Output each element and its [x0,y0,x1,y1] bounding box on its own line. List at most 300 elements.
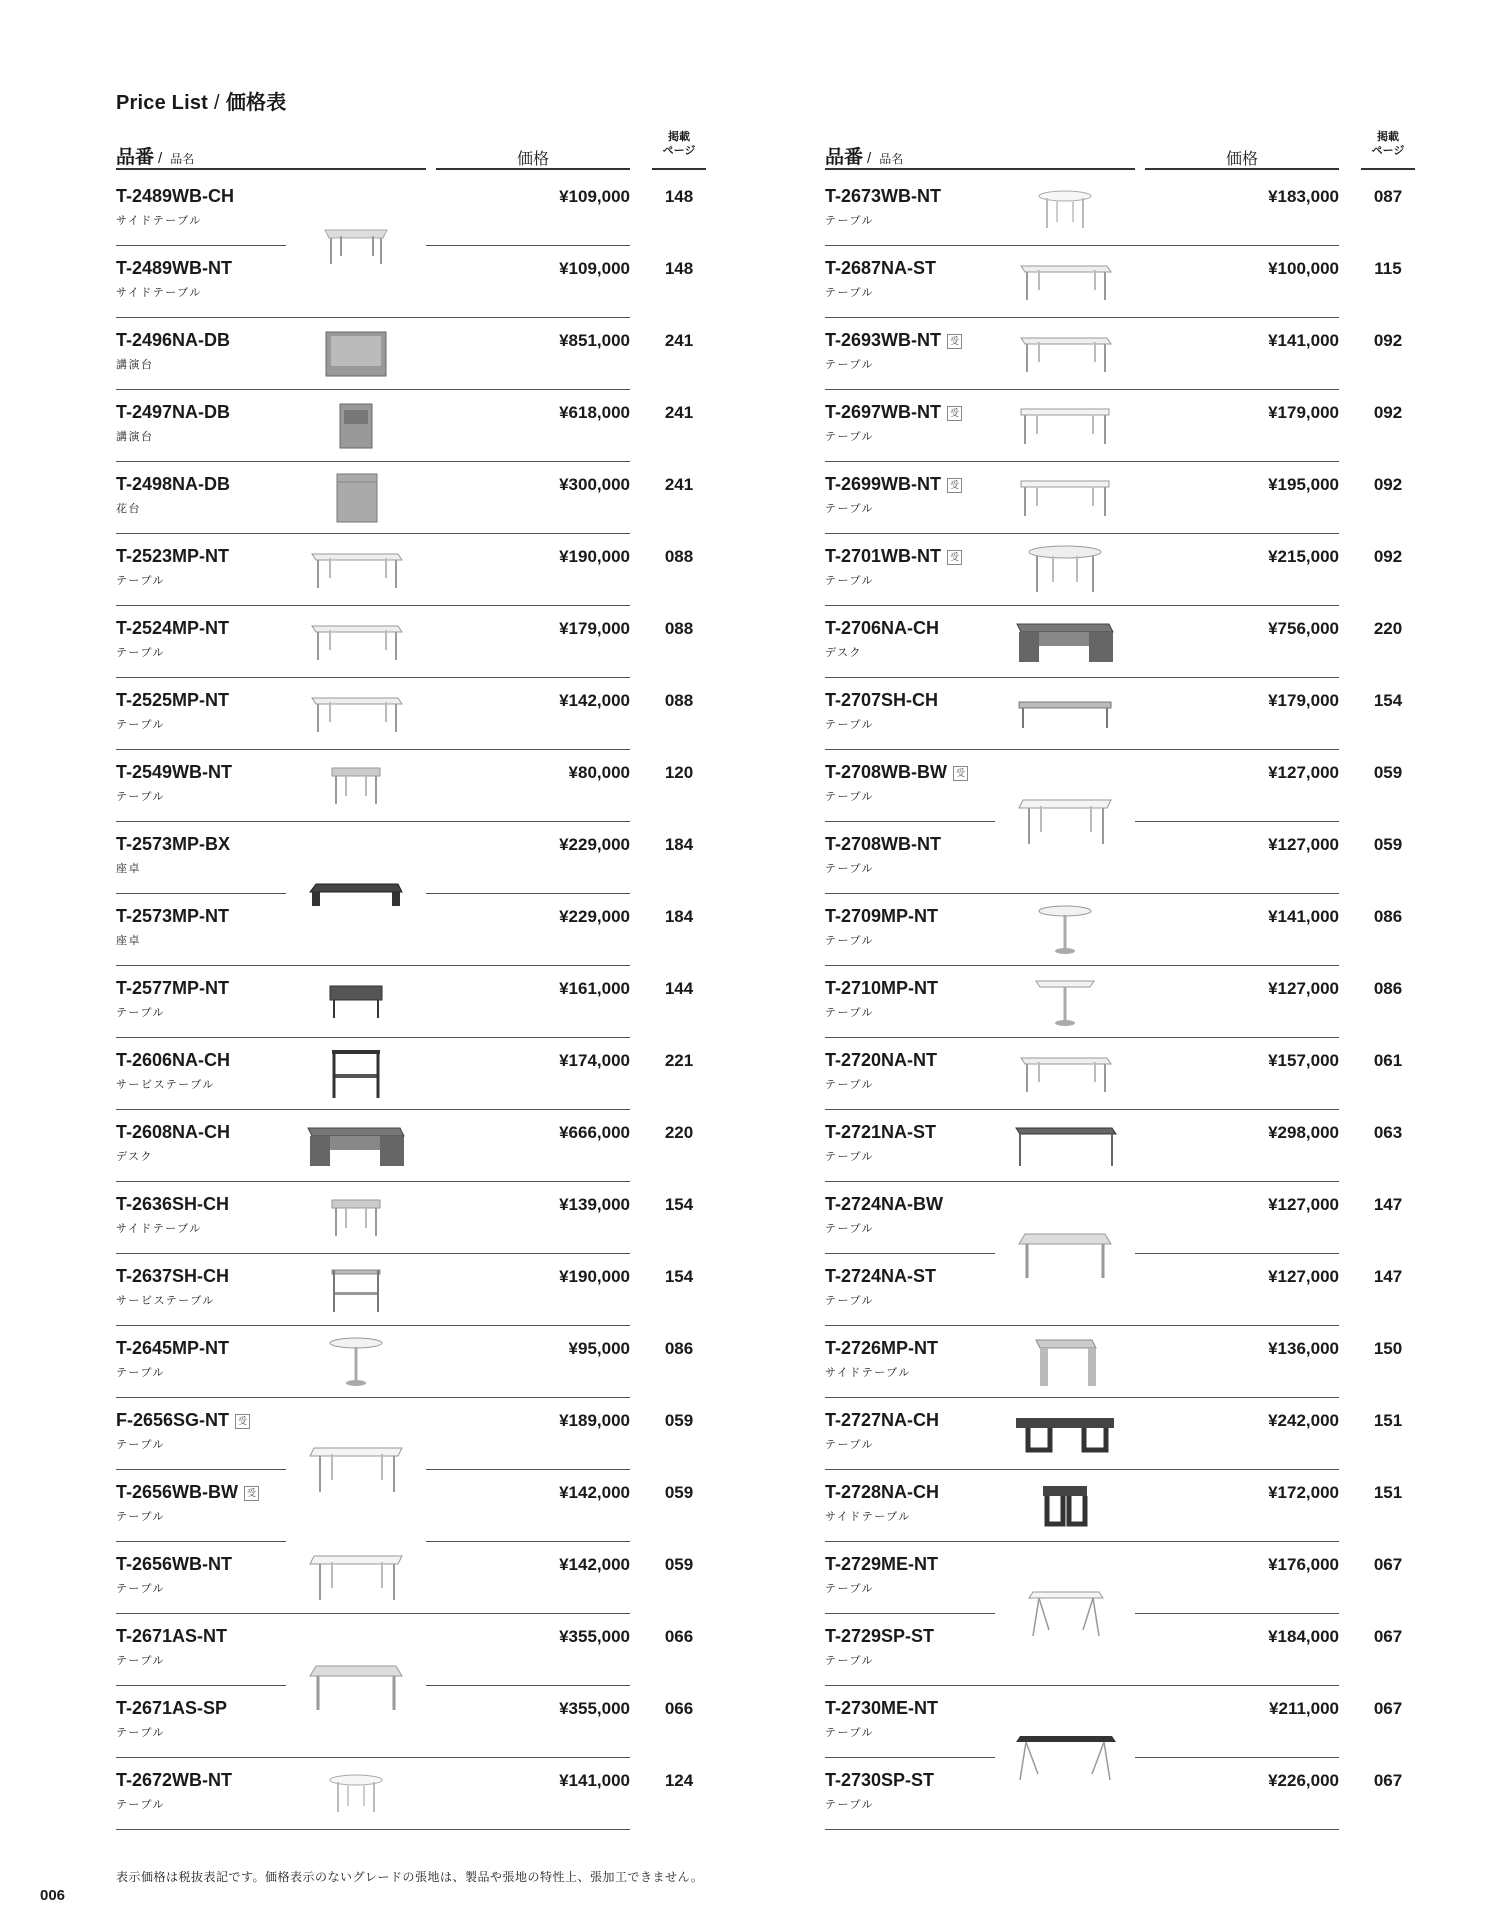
product-price: ¥242,000 [1268,1411,1339,1430]
product-image [1030,975,1100,1029]
product-image [304,1122,408,1170]
page-column-header [1361,130,1415,170]
product-name: テーブル [116,1799,166,1811]
product-code [116,1410,250,1431]
product-code-text: T-2729ME-NT [825,1554,939,1574]
catalog-page: 067 [1373,1699,1403,1718]
catalog-page: 088 [664,691,694,710]
catalog-page: 059 [1373,763,1403,782]
product-image [1025,544,1105,596]
table-row [116,1398,706,1470]
product-code [116,906,229,927]
product-name: デスク [116,1151,154,1163]
product-code-text: T-2708WB-BW [825,762,948,782]
product-code-text: T-2496NA-DB [116,330,231,350]
page-number: 006 [40,1887,66,1904]
product-price: ¥141,000 [1268,331,1339,350]
product-image [1017,404,1113,448]
product-image [308,620,404,664]
product-code [825,1770,934,1791]
catalog-page: 086 [664,1339,694,1358]
catalog-page: 151 [1373,1483,1403,1502]
product-image [326,1335,386,1389]
product-image [1017,260,1113,304]
catalog-page: 241 [664,403,694,422]
product-name: サイドテーブル [825,1367,911,1379]
catalog-page: 059 [664,1483,694,1502]
product-name: 座卓 [116,935,141,947]
table-row [116,894,706,966]
product-code [116,402,230,423]
table-row [825,1326,1415,1398]
page-label-2: ページ [1371,145,1405,157]
product-price: ¥141,000 [1268,907,1339,926]
table-row [116,822,706,894]
product-name: テーブル [825,1799,875,1811]
product-price: ¥174,000 [559,1051,630,1070]
product-price: ¥142,000 [559,691,630,710]
table-row [825,678,1415,750]
catalog-page: 059 [664,1411,694,1430]
row-divider [825,1829,1339,1830]
product-code [825,186,941,207]
product-code [825,330,962,351]
product-image [326,1772,386,1816]
product-code [825,1122,936,1143]
table-row [825,534,1415,606]
product-name: サイドテーブル [116,215,202,227]
table-row [825,606,1415,678]
product-code-text: T-2656WB-NT [116,1554,233,1574]
name-label: 品名 [879,152,904,166]
table-row [825,1542,1415,1614]
product-code [116,1050,230,1071]
row-divider [116,1829,630,1830]
product-name: テーブル [116,1583,166,1595]
product-price: ¥189,000 [559,1411,630,1430]
table-row [825,822,1415,894]
product-code-text: T-2687NA-ST [825,258,937,278]
catalog-page: 067 [1373,1627,1403,1646]
table-row [116,1038,706,1110]
product-price: ¥136,000 [1268,1339,1339,1358]
product-price: ¥298,000 [1268,1123,1339,1142]
product-code-text: T-2577MP-NT [116,978,230,998]
product-code [825,1194,943,1215]
product-code [116,618,229,639]
product-code-text: T-2497NA-DB [116,402,231,422]
catalog-page: 092 [1373,547,1403,566]
product-price: ¥141,000 [559,1771,630,1790]
product-code [116,330,230,351]
code-column-header [825,142,1135,170]
catalog-page: 124 [664,1771,694,1790]
product-price: ¥851,000 [559,331,630,350]
product-code-text: T-2709MP-NT [825,906,939,926]
product-code-text: T-2671AS-NT [116,1626,228,1646]
product-price: ¥184,000 [1268,1627,1339,1646]
product-price: ¥355,000 [559,1699,630,1718]
product-code-text: T-2726MP-NT [825,1338,939,1358]
product-code [825,1482,939,1503]
product-code-text: T-2671AS-SP [116,1698,228,1718]
order-badge-icon: 受 [953,766,968,781]
product-code [825,258,936,279]
product-name: デスク [825,647,863,659]
product-image [1035,1482,1095,1530]
product-name: テーブル [116,1367,166,1379]
page-title [116,86,286,115]
product-code-text: T-2573MP-NT [116,906,230,926]
table-row [825,246,1415,318]
table-row [825,462,1415,534]
catalog-page: 087 [1373,187,1403,206]
product-code-text: T-2498NA-DB [116,474,231,494]
product-image [1015,696,1115,732]
product-code-text: T-2525MP-NT [116,690,230,710]
product-price: ¥300,000 [559,475,630,494]
product-image [1017,1052,1113,1096]
product-image [328,1266,384,1314]
product-name: テーブル [825,1295,875,1307]
product-price: ¥127,000 [1268,979,1339,998]
table-row [116,1182,706,1254]
product-code-text: T-2708WB-NT [825,834,942,854]
table-row [825,1614,1415,1686]
product-price: ¥179,000 [559,619,630,638]
table-row [116,606,706,678]
product-price: ¥226,000 [1268,1771,1339,1790]
product-price: ¥355,000 [559,1627,630,1646]
product-price: ¥756,000 [1268,619,1339,638]
product-name: テーブル [825,1727,875,1739]
product-code [116,186,234,207]
product-name: サイドテーブル [116,1223,202,1235]
product-image [326,1046,386,1102]
product-code-text: T-2673WB-NT [825,186,942,206]
product-image [306,1550,406,1606]
catalog-page: 066 [664,1627,694,1646]
product-name: テーブル [825,1223,875,1235]
header-slash: / [867,150,872,167]
product-image [1017,476,1113,520]
table-row [116,1470,706,1542]
order-badge-icon: 受 [235,1414,250,1429]
product-code [825,834,941,855]
product-price: ¥161,000 [559,979,630,998]
code-label: 品番 [825,147,864,168]
product-code-text: T-2706NA-CH [825,618,940,638]
table-row [825,966,1415,1038]
header-slash: / [158,150,163,167]
product-image [1017,332,1113,376]
product-code [116,1626,227,1647]
product-code [825,1410,939,1431]
product-code-text: T-2524MP-NT [116,618,230,638]
footnote: 表示価格は税抜表記です。価格表示のないグレードの張地は、製品や張地の特性上、張加工できません。 [116,1870,704,1884]
code-label: 品番 [116,147,155,168]
catalog-page: 241 [664,331,694,350]
product-code [116,474,230,495]
product-name: テーブル [825,719,875,731]
product-code [825,1266,936,1287]
price-column-header: 価格 [1145,146,1339,170]
product-image [326,764,386,808]
table-row [825,174,1415,246]
product-code [116,762,232,783]
catalog-page: 092 [1373,331,1403,350]
product-code-text: T-2523MP-NT [116,546,230,566]
product-price: ¥127,000 [1268,763,1339,782]
product-code [825,618,939,639]
product-code-text: T-2724NA-BW [825,1194,944,1214]
product-code-text: T-2721NA-ST [825,1122,937,1142]
page-label-1: 掲載 [1377,131,1399,143]
product-price: ¥172,000 [1268,1483,1339,1502]
table-row [825,894,1415,966]
product-code-text: T-2489WB-CH [116,186,235,206]
product-price: ¥215,000 [1268,547,1339,566]
product-code [825,402,962,423]
product-name: テーブル [116,791,166,803]
price-column-header: 価格 [436,146,630,170]
product-name: テーブル [825,863,875,875]
product-code [116,1194,229,1215]
product-code-text: T-2724NA-ST [825,1266,937,1286]
table-row [825,390,1415,462]
catalog-page: 092 [1373,403,1403,422]
product-name: テーブル [116,1007,166,1019]
table-header-right [825,130,1415,170]
product-code [116,1122,230,1143]
product-code [825,762,968,783]
table-row [825,750,1415,822]
product-price: ¥109,000 [559,259,630,278]
product-image [1010,1412,1120,1456]
table-row [825,1110,1415,1182]
product-code [825,1698,938,1719]
catalog-page: 059 [664,1555,694,1574]
product-image [334,400,378,452]
product-price: ¥100,000 [1268,259,1339,278]
catalog-page: 120 [664,763,694,782]
product-code-text: T-2637SH-CH [116,1266,230,1286]
catalog-page: 241 [664,475,694,494]
table-row [825,1758,1415,1830]
catalog-page: 061 [1373,1051,1403,1070]
product-image [324,982,388,1022]
product-name: テーブル [825,935,875,947]
table-row [116,1110,706,1182]
page-label-2: ページ [662,145,696,157]
table-row [116,1254,706,1326]
product-code-text: T-2697WB-NT [825,402,942,422]
product-name: テーブル [825,1079,875,1091]
product-image [308,548,404,592]
product-code [825,978,938,999]
product-code-text: T-2701WB-NT [825,546,942,566]
product-image [1012,1122,1118,1170]
order-badge-icon: 受 [947,406,962,421]
product-price: ¥229,000 [559,907,630,926]
product-price: ¥142,000 [559,1483,630,1502]
table-row [116,1614,706,1686]
product-name: テーブル [116,719,166,731]
product-price: ¥666,000 [559,1123,630,1142]
product-code [825,906,938,927]
product-code-text: T-2606NA-CH [116,1050,231,1070]
page-label-1: 掲載 [668,131,690,143]
product-price: ¥190,000 [559,547,630,566]
catalog-page: 151 [1373,1411,1403,1430]
product-code-text: T-2728NA-CH [825,1482,940,1502]
product-name: テーブル [825,1439,875,1451]
product-name: 座卓 [116,863,141,875]
product-name: テーブル [825,1583,875,1595]
product-name: テーブル [825,503,875,515]
catalog-page: 088 [664,619,694,638]
table-row [116,462,706,534]
catalog-page: 092 [1373,475,1403,494]
catalog-page: 220 [1373,619,1403,638]
product-name: テーブル [116,647,166,659]
product-price: ¥176,000 [1268,1555,1339,1574]
product-image [321,328,391,380]
product-price: ¥142,000 [559,1555,630,1574]
catalog-page: 059 [1373,835,1403,854]
product-price: ¥229,000 [559,835,630,854]
product-name: テーブル [825,215,875,227]
order-badge-icon: 受 [947,478,962,493]
catalog-page: 067 [1373,1771,1403,1790]
product-price: ¥179,000 [1268,403,1339,422]
catalog-page: 150 [1373,1339,1403,1358]
name-label: 品名 [170,152,195,166]
product-code [116,1770,232,1791]
product-code [825,546,962,567]
table-row [116,1542,706,1614]
product-code-text: T-2693WB-NT [825,330,942,350]
product-price: ¥139,000 [559,1195,630,1214]
product-code [825,1050,937,1071]
catalog-page: 086 [1373,979,1403,998]
product-name: テーブル [116,1511,166,1523]
catalog-page: 063 [1373,1123,1403,1142]
product-code-text: T-2489WB-NT [116,258,233,278]
table-header-left [116,130,706,170]
table-row [825,1398,1415,1470]
product-name: 講演台 [116,359,154,371]
catalog-page: 067 [1373,1555,1403,1574]
product-code [116,1698,227,1719]
table-row [116,318,706,390]
table-row [825,1182,1415,1254]
page-column-header [652,130,706,170]
product-name: テーブル [825,1007,875,1019]
product-code-text: T-2707SH-CH [825,690,939,710]
catalog-page: 148 [664,187,694,206]
table-row [116,390,706,462]
product-name: テーブル [825,1655,875,1667]
product-code [116,546,229,567]
product-price: ¥95,000 [568,1339,630,1358]
product-image [331,472,381,524]
product-code-text: F-2656SG-NT [116,1410,230,1430]
catalog-page: 154 [1373,691,1403,710]
product-code-text: T-2710MP-NT [825,978,939,998]
product-image [1035,903,1095,957]
table-row [116,966,706,1038]
product-code [116,1266,229,1287]
table-row [825,1254,1415,1326]
catalog-page: 088 [664,547,694,566]
catalog-page: 154 [664,1195,694,1214]
table-row [116,678,706,750]
product-code-text: T-2699WB-NT [825,474,942,494]
product-code [825,1626,934,1647]
product-code [825,690,938,711]
title-separator: / [214,92,220,114]
product-price: ¥157,000 [1268,1051,1339,1070]
product-image [1035,188,1095,232]
catalog-page: 115 [1374,259,1402,278]
product-name: テーブル [825,791,875,803]
product-name: 講演台 [116,431,154,443]
product-price: ¥183,000 [1268,187,1339,206]
product-code-text: T-2656WB-BW [116,1482,239,1502]
product-price: ¥127,000 [1268,1195,1339,1214]
catalog-page: 144 [664,979,694,998]
page-title-jp: 価格表 [225,92,287,114]
product-code-text: T-2730ME-NT [825,1698,939,1718]
product-price: ¥109,000 [559,187,630,206]
catalog-page: 221 [664,1051,694,1070]
product-price: ¥211,000 [1269,1699,1339,1718]
code-column-header [116,142,426,170]
product-name: サイドテーブル [825,1511,911,1523]
catalog-page: 184 [664,835,694,854]
product-price: ¥195,000 [1268,475,1339,494]
table-row [116,1758,706,1830]
catalog-page: 086 [1373,907,1403,926]
catalog-page: 154 [664,1267,694,1286]
product-code-text: T-2645MP-NT [116,1338,230,1358]
product-code [116,258,232,279]
product-code [116,1338,229,1359]
product-code-text: T-2730SP-ST [825,1770,935,1790]
table-row [116,246,706,318]
product-price: ¥80,000 [568,763,630,782]
table-row [825,1686,1415,1758]
product-code-text: T-2672WB-NT [116,1770,233,1790]
product-code-text: T-2727NA-CH [825,1410,940,1430]
product-name: テーブル [116,1439,166,1451]
catalog-page: 148 [664,259,694,278]
product-image [326,1196,386,1240]
product-price: ¥179,000 [1268,691,1339,710]
product-name: サイドテーブル [116,287,202,299]
product-name: サービステーブル [116,1079,215,1091]
product-name: テーブル [825,575,875,587]
product-code [116,1554,232,1575]
catalog-page: 147 [1373,1195,1403,1214]
product-code [116,834,230,855]
product-price: ¥190,000 [559,1267,630,1286]
product-name: サービステーブル [116,1295,215,1307]
product-name: テーブル [825,287,875,299]
product-code-text: T-2549WB-NT [116,762,233,782]
product-name: テーブル [825,359,875,371]
